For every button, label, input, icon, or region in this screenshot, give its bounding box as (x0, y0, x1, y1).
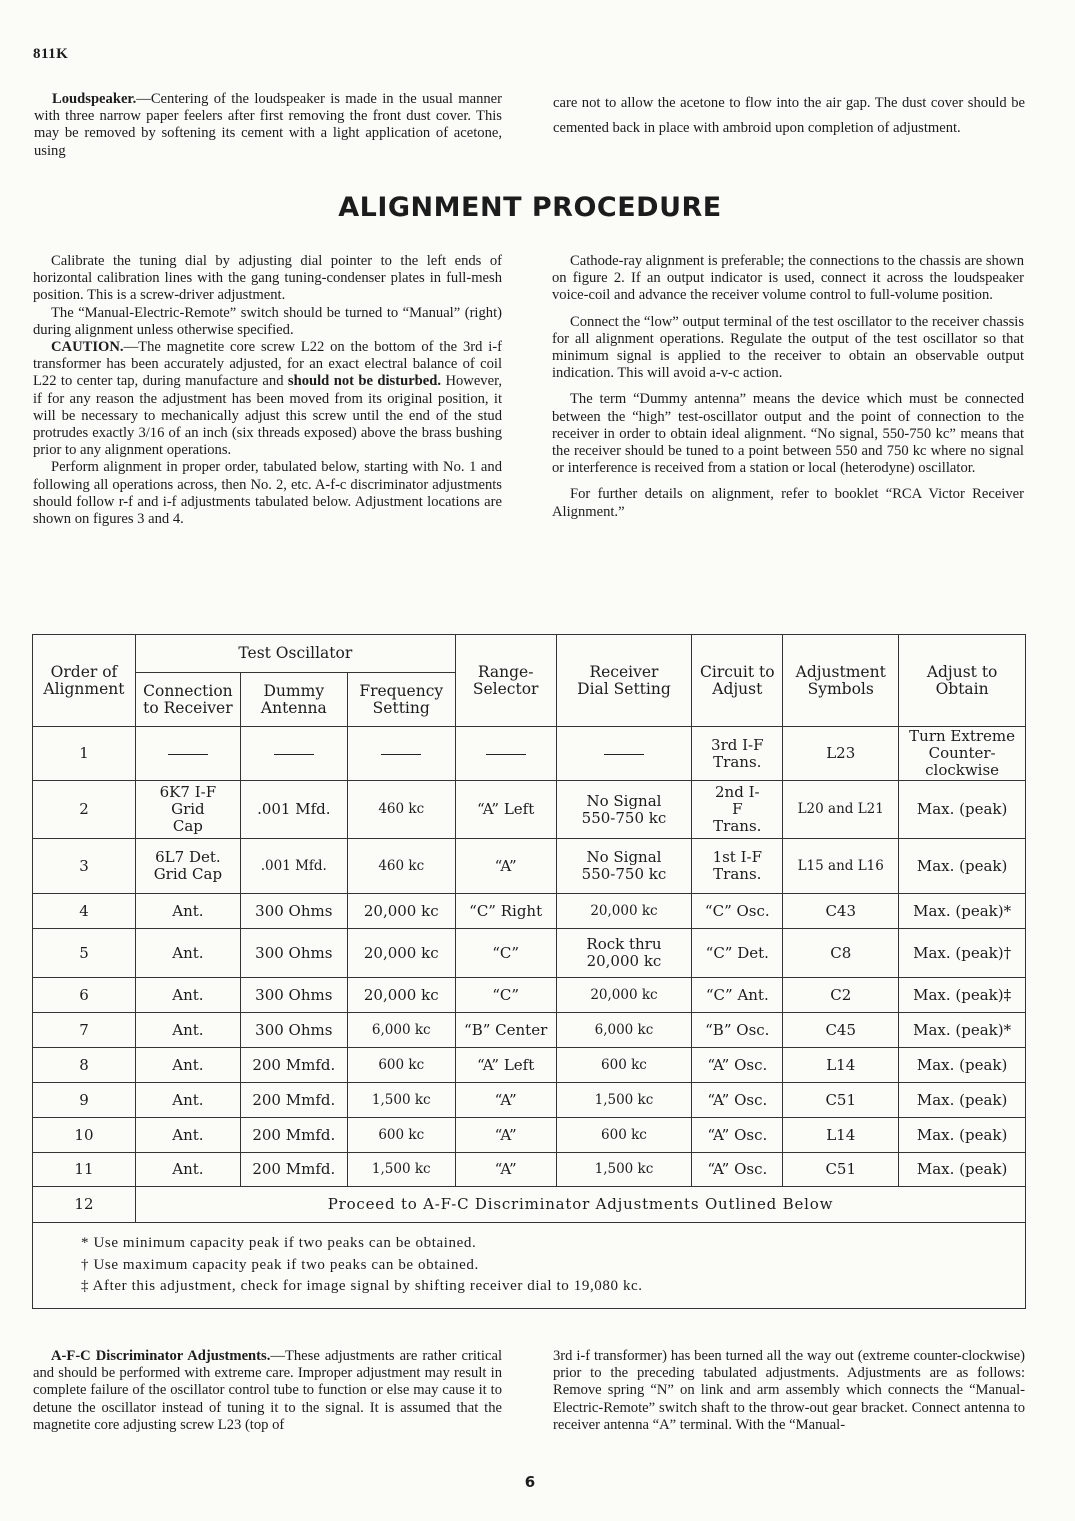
caution-text-continued: However, if for any reason the adjustment has been moved from its original position, it will be necessary to mechanically adjust this screw until the end of the stud protrudes exactly 3/16 of an inch (six threads exposed) above the brass bushing prior to any alignment operations. (33, 373, 503, 459)
header-frequency: Frequency Setting (347, 673, 455, 727)
cell-order: 7 (33, 1013, 136, 1048)
cell-dummy: 200 Mmfd. (240, 1083, 347, 1118)
loudspeaker-paragraph-left (34, 91, 502, 160)
cell-dial: No Signal 550-750 kc (556, 839, 692, 894)
cell-symbols: L23 (783, 727, 899, 781)
header-dial-setting: Receiver Dial Setting (556, 635, 692, 727)
cell-dummy: 200 Mmfd. (240, 1153, 347, 1187)
cell-frequency-empty (347, 727, 455, 781)
cell-dial: 1,500 kc (556, 1083, 692, 1118)
cell-circuit: “C” Ant. (692, 978, 783, 1013)
cell-connection-empty (135, 727, 240, 781)
afc-text-continued: 3rd i-f transformer) has been turned all the way out (extreme counter-clockwise) prior to the preceding tabulated adjustments. Adjustments are as follows: Remove spring “N” on link and arm assembly which connects the “Manual-Electric-Remote” switch shaft to the throw-out gear bracket. Connect antenna to receiver antenna “A” terminal. With the “Manual- (553, 1348, 1025, 1433)
cell-dummy: 200 Mmfd. (240, 1048, 347, 1083)
cell-dial: 6,000 kc (556, 1013, 692, 1048)
cell-dial: 600 kc (556, 1048, 692, 1083)
cell-obtain: Turn Extreme Counter-clockwise (899, 727, 1026, 781)
cell-circuit: “B” Osc. (692, 1013, 783, 1048)
further-details-paragraph: For further details on alignment, refer to booklet “RCA Victor Receiver Alignment.” (552, 486, 1024, 520)
cell-range: “A” Left (455, 1048, 556, 1083)
low-terminal-paragraph: Connect the “low” output terminal of the test oscillator to the receiver chassis for all alignment operations. Regulate the output of the test oscillator so that minimum signal is applied to the receiver to obtain an observable output indication. This will avoid a-v-c action. (552, 313, 1024, 382)
table-row (33, 1083, 1026, 1118)
afc-paragraph-left (33, 1348, 502, 1434)
afc-heading: A-F-C Discriminator Adjustments. (51, 1348, 271, 1364)
header-obtain: Adjust to Obtain (899, 635, 1026, 727)
cell-order: 10 (33, 1118, 136, 1153)
loudspeaker-text: —Centering of the loudspeaker is made in the usual manner with three narrow paper feelers after first removing the front dust cover. This may be removed by softening its cement with a light application of acetone, using (34, 91, 502, 159)
cell-obtain: Max. (peak)* (899, 894, 1026, 929)
cell-symbols: C8 (783, 929, 899, 978)
cell-circuit: “C” Osc. (692, 894, 783, 929)
cell-circuit: 1st I-F Trans. (692, 839, 783, 894)
table-row (33, 978, 1026, 1013)
cell-range: “A” Left (455, 781, 556, 839)
cell-obtain: Max. (peak) (899, 1153, 1026, 1187)
cell-connection: Ant. (135, 1013, 240, 1048)
cell-frequency: 20,000 kc (347, 929, 455, 978)
footnotes (33, 1223, 1026, 1309)
cell-symbols: C51 (783, 1153, 899, 1187)
cell-frequency: 460 kc (347, 839, 455, 894)
cell-frequency: 600 kc (347, 1118, 455, 1153)
cell-obtain: Max. (peak) (899, 781, 1026, 839)
cell-dummy: 200 Mmfd. (240, 1118, 347, 1153)
cell-dial: 600 kc (556, 1118, 692, 1153)
caution-label: CAUTION. (51, 339, 124, 356)
model-number: 811K (33, 46, 69, 62)
cell-order: 8 (33, 1048, 136, 1083)
cell-frequency: 20,000 kc (347, 894, 455, 929)
cell-symbols: L15 and L16 (783, 839, 899, 894)
cell-range-empty (455, 727, 556, 781)
cell-range: “A” (455, 1153, 556, 1187)
cell-connection: Ant. (135, 1153, 240, 1187)
cell-range: “C” (455, 929, 556, 978)
cell-range: “C” Right (455, 894, 556, 929)
cell-dummy: 300 Ohms (240, 894, 347, 929)
cell-dummy: 300 Ohms (240, 978, 347, 1013)
cell-range: “C” (455, 978, 556, 1013)
cell-circuit: “A” Osc. (692, 1083, 783, 1118)
afc-text: —These adjustments are rather critical and should be performed with extreme care. Improper adjustment may result in complete failure of the oscillator control tube to function or else may cause it to detune the oscillator instead of tuning it to the signal. It is assumed that the magnetite core adjusting screw L23 (top of (33, 1348, 502, 1433)
cell-symbols: C2 (783, 978, 899, 1013)
header-order: Order of Alignment (33, 635, 136, 727)
footnote-asterisk: * Use minimum capacity peak if two peaks can be obtained. (81, 1235, 477, 1251)
loudspeaker-text-continued: care not to allow the acetone to flow into the air gap. The dust cover should be cemented back in place with ambroid upon completion of adjustment. (553, 95, 1025, 136)
page-number: 6 (524, 1473, 536, 1491)
cell-connection: Ant. (135, 1118, 240, 1153)
header-dummy-antenna: Dummy Antenna (240, 673, 347, 727)
cell-order: 11 (33, 1153, 136, 1187)
cell-connection: Ant. (135, 894, 240, 929)
cell-order: 9 (33, 1083, 136, 1118)
cell-obtain: Max. (peak) (899, 1048, 1026, 1083)
cell-connection: Ant. (135, 978, 240, 1013)
table-row-proceed (33, 1187, 1026, 1223)
cell-dial: 20,000 kc (556, 894, 692, 929)
cell-circuit: “C” Det. (692, 929, 783, 978)
cell-connection: Ant. (135, 1083, 240, 1118)
cell-circuit: 3rd I-F Trans. (692, 727, 783, 781)
header-test-oscillator: Test Oscillator (135, 635, 455, 673)
cell-order: 6 (33, 978, 136, 1013)
cell-range: “B” Center (455, 1013, 556, 1048)
cell-dial: Rock thru 20,000 kc (556, 929, 692, 978)
cell-range: “A” (455, 1083, 556, 1118)
header-symbols: Adjustment Symbols (783, 635, 899, 727)
cell-symbols: C45 (783, 1013, 899, 1048)
cell-symbols: L14 (783, 1118, 899, 1153)
cell-order: 3 (33, 839, 136, 894)
cell-symbols: C43 (783, 894, 899, 929)
cell-order: 4 (33, 894, 136, 929)
cell-obtain: Max. (peak)‡ (899, 978, 1026, 1013)
dummy-antenna-paragraph: The term “Dummy antenna” means the device which must be connected between the “high” test-oscillator output and the point of connection to the receiver in order to obtain ideal alignment. “No signal, 550-750 kc” means that the receiver should be tuned to a point between 550 and 750 kc where no signal or interference is received from a station or local (heterodyne) oscillator. (552, 391, 1024, 477)
cell-dial: 1,500 kc (556, 1153, 692, 1187)
proceed-instruction: Proceed to A-F-C Discriminator Adjustments Outlined Below (135, 1187, 1025, 1223)
cell-obtain: Max. (peak)† (899, 929, 1026, 978)
cell-order: 1 (33, 727, 136, 781)
alignment-table (32, 634, 1026, 1309)
cell-dummy-empty (240, 727, 347, 781)
cell-order: 5 (33, 929, 136, 978)
cell-dummy: .001 Mfd. (240, 781, 347, 839)
cell-dial: 20,000 kc (556, 978, 692, 1013)
calibrate-paragraph: Calibrate the tuning dial by adjusting dial pointer to the left ends of horizontal calibration lines with the gang tuning-condenser plates in full-mesh position. This is a screw-driver adjustment. (33, 253, 502, 304)
table-row (33, 1048, 1026, 1083)
cell-connection: Ant. (135, 929, 240, 978)
table-row (33, 781, 1026, 839)
afc-paragraph-right (553, 1348, 1025, 1434)
loudspeaker-paragraph-right (553, 91, 1025, 141)
cell-range: “A” (455, 839, 556, 894)
cell-circuit: “A” Osc. (692, 1118, 783, 1153)
table-row (33, 1118, 1026, 1153)
cell-symbols: L20 and L21 (783, 781, 899, 839)
cathode-ray-paragraph: Cathode-ray alignment is preferable; the connections to the chassis are shown on figure 2. If an output indicator is used, connect it across the loudspeaker voice-coil and advance the receiver volume control to full-volume position. (552, 253, 1024, 304)
right-column (552, 253, 1024, 521)
footnote-double-dagger: ‡ After this adjustment, check for image signal by shifting receiver dial to 19,080 kc. (81, 1278, 643, 1294)
cell-dummy: .001 Mfd. (240, 839, 347, 894)
cell-frequency: 600 kc (347, 1048, 455, 1083)
cell-circuit: “A” Osc. (692, 1048, 783, 1083)
cell-frequency: 6,000 kc (347, 1013, 455, 1048)
cell-obtain: Max. (peak) (899, 1118, 1026, 1153)
table-row (33, 839, 1026, 894)
left-column (33, 253, 502, 528)
cell-dial: No Signal 550-750 kc (556, 781, 692, 839)
cell-dummy: 300 Ohms (240, 1013, 347, 1048)
table-row (33, 929, 1026, 978)
cell-symbols: C51 (783, 1083, 899, 1118)
cell-circuit: “A” Osc. (692, 1153, 783, 1187)
header-circuit: Circuit to Adjust (692, 635, 783, 727)
caution-paragraph (33, 339, 502, 459)
cell-symbols: L14 (783, 1048, 899, 1083)
table-row (33, 727, 1026, 781)
table-row (33, 894, 1026, 929)
caution-text: —The magnetite core screw L22 on the bottom of the 3rd i-f transformer has been accurately adjusted, for an exact electral balance of coil L22 to center tap, during manufacture and (33, 339, 502, 390)
cell-order: 12 (33, 1187, 136, 1223)
cell-order: 2 (33, 781, 136, 839)
cell-frequency: 460 kc (347, 781, 455, 839)
cell-obtain: Max. (peak) (899, 1083, 1026, 1118)
cell-dial-empty (556, 727, 692, 781)
footnotes-row (33, 1223, 1026, 1309)
cell-frequency: 1,500 kc (347, 1083, 455, 1118)
table-row (33, 1153, 1026, 1187)
footnote-dagger: † Use maximum capacity peak if two peaks can be obtained. (81, 1256, 479, 1273)
cell-connection: 6K7 I-F Grid Cap (135, 781, 240, 839)
cell-circuit: 2nd I-F Trans. (692, 781, 783, 839)
perform-paragraph: Perform alignment in proper order, tabulated below, starting with No. 1 and following all operations across, then No. 2, etc. A-f-c discriminator adjustments should follow r-f and i-f adjustments tabulated below. Adjustment locations are shown on figures 3 and 4. (33, 459, 502, 528)
loudspeaker-heading: Loudspeaker. (52, 91, 137, 107)
cell-frequency: 20,000 kc (347, 978, 455, 1013)
cell-range: “A” (455, 1118, 556, 1153)
cell-connection: 6L7 Det. Grid Cap (135, 839, 240, 894)
page-title: ALIGNMENT PROCEDURE (338, 192, 722, 223)
table-row (33, 1013, 1026, 1048)
header-range-selector: Range-Selector (455, 635, 556, 727)
header-connection: Connection to Receiver (135, 673, 240, 727)
caution-emphasis: should not be disturbed. (287, 373, 442, 390)
switch-paragraph: The “Manual-Electric-Remote” switch should be turned to “Manual” (right) during alignment unless otherwise specified. (33, 304, 502, 338)
cell-frequency: 1,500 kc (347, 1153, 455, 1187)
cell-obtain: Max. (peak) (899, 839, 1026, 894)
cell-obtain: Max. (peak)* (899, 1013, 1026, 1048)
cell-dummy: 300 Ohms (240, 929, 347, 978)
cell-connection: Ant. (135, 1048, 240, 1083)
